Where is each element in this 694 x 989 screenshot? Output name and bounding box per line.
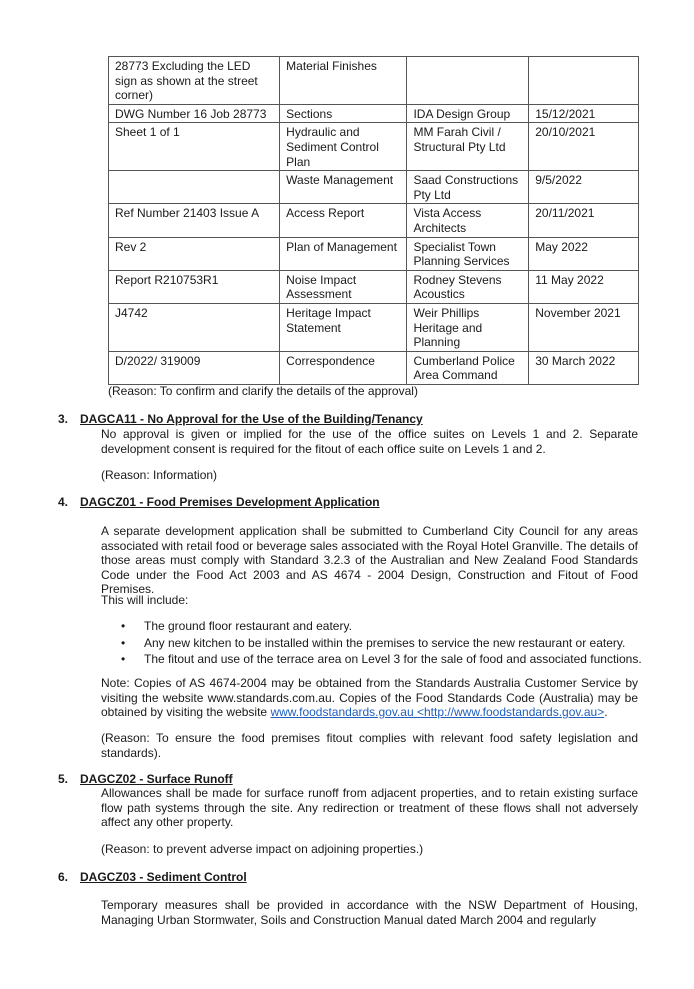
table-row bbox=[109, 270, 639, 303]
table-cell bbox=[109, 171, 280, 204]
table-cell: 11 May 2022 bbox=[529, 270, 639, 303]
condition-body: A separate development application shall be submitted to Cumberland City Council for any areas associated with retail food or beverage sales associated with the Royal Hotel Granville. The details of those areas must comply with Standard 3.2.3 of the Australian and New Zealand Food Standards Code under the Food Act 2003 and AS 4674 - 2004 Design, Construction and Fitout of Food Premises. bbox=[101, 524, 638, 596]
table-cell: Weir Phillips Heritage and Planning bbox=[407, 303, 529, 351]
condition-3 bbox=[58, 412, 640, 486]
condition-reason: (Reason: To ensure the food premises fitout complies with relevant food safety legislation and standards). bbox=[101, 731, 638, 760]
table-cell: Saad Constructions Pty Ltd bbox=[407, 171, 529, 204]
table-cell: 30 March 2022 bbox=[529, 351, 639, 384]
table-row bbox=[109, 171, 639, 204]
list-item: • The ground floor restaurant and eatery. bbox=[101, 619, 661, 636]
condition-intro: This will include: bbox=[101, 593, 189, 607]
condition-title: DAGCA11 - No Approval for the Use of the Building/Tenancy bbox=[80, 412, 423, 426]
list-item: • Any new kitchen to be installed within the premises to service the new restaurant or eatery. bbox=[101, 636, 661, 653]
table-cell: Report R210753R1 bbox=[109, 270, 280, 303]
condition-4 bbox=[58, 495, 640, 765]
condition-5 bbox=[58, 772, 640, 862]
table-cell: Noise Impact Assessment bbox=[280, 270, 407, 303]
note-end: . bbox=[604, 705, 608, 719]
table-reason: (Reason: To confirm and clarify the details of the approval) bbox=[108, 384, 418, 398]
condition-title: DAGCZ03 - Sediment Control bbox=[80, 870, 247, 884]
table-row bbox=[109, 104, 639, 123]
bullet-list bbox=[101, 619, 661, 669]
table-cell: Hydraulic and Sediment Control Plan bbox=[280, 123, 407, 171]
table-cell: 15/12/2021 bbox=[529, 104, 639, 123]
table-cell: November 2021 bbox=[529, 303, 639, 351]
table-cell: 9/5/2022 bbox=[529, 171, 639, 204]
table-cell: D/2022/ 319009 bbox=[109, 351, 280, 384]
condition-6 bbox=[58, 870, 640, 960]
condition-number: 4. bbox=[58, 495, 69, 509]
table-row bbox=[109, 123, 639, 171]
table-cell: Waste Management bbox=[280, 171, 407, 204]
condition-body: Allowances shall be made for surface runoff from adjacent properties, and to retain existing surface flow path systems through the site. Any redirection or treatment of these flows shall not adversely affect any other property. bbox=[101, 786, 638, 829]
table-cell: DWG Number 16 Job 28773 bbox=[109, 104, 280, 123]
table-cell: Ref Number 21403 Issue A bbox=[109, 204, 280, 237]
table-cell: Access Report bbox=[280, 204, 407, 237]
condition-number: 3. bbox=[58, 412, 69, 426]
table-cell: Sheet 1 of 1 bbox=[109, 123, 280, 171]
table-row bbox=[109, 303, 639, 351]
table-cell: Plan of Management bbox=[280, 237, 407, 270]
table-cell: Vista Access Architects bbox=[407, 204, 529, 237]
table-cell: Correspondence bbox=[280, 351, 407, 384]
condition-note bbox=[101, 676, 638, 720]
foodstandards-link[interactable]: www.foodstandards.gov.au <http://www.foodstandards.gov.au> bbox=[270, 705, 605, 719]
condition-body: Temporary measures shall be provided in accordance with the NSW Department of Housing, Managing Urban Stormwater, Soils and Construction Manual dated March 2004 and regularly bbox=[101, 898, 638, 927]
table-row bbox=[109, 351, 639, 384]
table-cell bbox=[529, 57, 639, 105]
table-cell: J4742 bbox=[109, 303, 280, 351]
note-text: Note: Copies of AS 4674-2004 may be obtained from the Standards Australia Customer Service by visiting the website www.standards.com.au. Copies of the Food Standards Code (Australia) may be obtained by visiting the website bbox=[101, 676, 638, 719]
table-cell: IDA Design Group bbox=[407, 104, 529, 123]
condition-reason: (Reason: Information) bbox=[101, 468, 218, 482]
table-cell: 20/10/2021 bbox=[529, 123, 639, 171]
table-cell bbox=[407, 57, 529, 105]
table-cell: Sections bbox=[280, 104, 407, 123]
approved-documents-table bbox=[108, 56, 639, 385]
table-cell: Specialist Town Planning Services bbox=[407, 237, 529, 270]
table-row bbox=[109, 237, 639, 270]
table-cell: Heritage Impact Statement bbox=[280, 303, 407, 351]
condition-reason: (Reason: to prevent adverse impact on adjoining properties.) bbox=[101, 842, 424, 856]
table-row bbox=[109, 204, 639, 237]
condition-title: DAGCZ02 - Surface Runoff bbox=[80, 772, 233, 786]
table-row bbox=[109, 57, 639, 105]
condition-body: No approval is given or implied for the use of the office suites on Levels 1 and 2. Separate development consent is required for the fitout of each office suite on Levels 1 and 2. bbox=[101, 427, 638, 456]
table-body bbox=[109, 57, 639, 385]
condition-number: 5. bbox=[58, 772, 69, 786]
table-cell: May 2022 bbox=[529, 237, 639, 270]
condition-title: DAGCZ01 - Food Premises Development Application bbox=[80, 495, 380, 509]
table-cell: 20/11/2021 bbox=[529, 204, 639, 237]
table-cell: Rev 2 bbox=[109, 237, 280, 270]
table-cell: Material Finishes bbox=[280, 57, 407, 105]
list-item: • The fitout and use of the terrace area on Level 3 for the sale of food and associated functions. bbox=[101, 652, 661, 669]
table-cell: Cumberland Police Area Command bbox=[407, 351, 529, 384]
table-cell: MM Farah Civil / Structural Pty Ltd bbox=[407, 123, 529, 171]
table-cell: 28773 Excluding the LED sign as shown at the street corner) bbox=[109, 57, 280, 105]
table-cell: Rodney Stevens Acoustics bbox=[407, 270, 529, 303]
condition-number: 6. bbox=[58, 870, 69, 884]
